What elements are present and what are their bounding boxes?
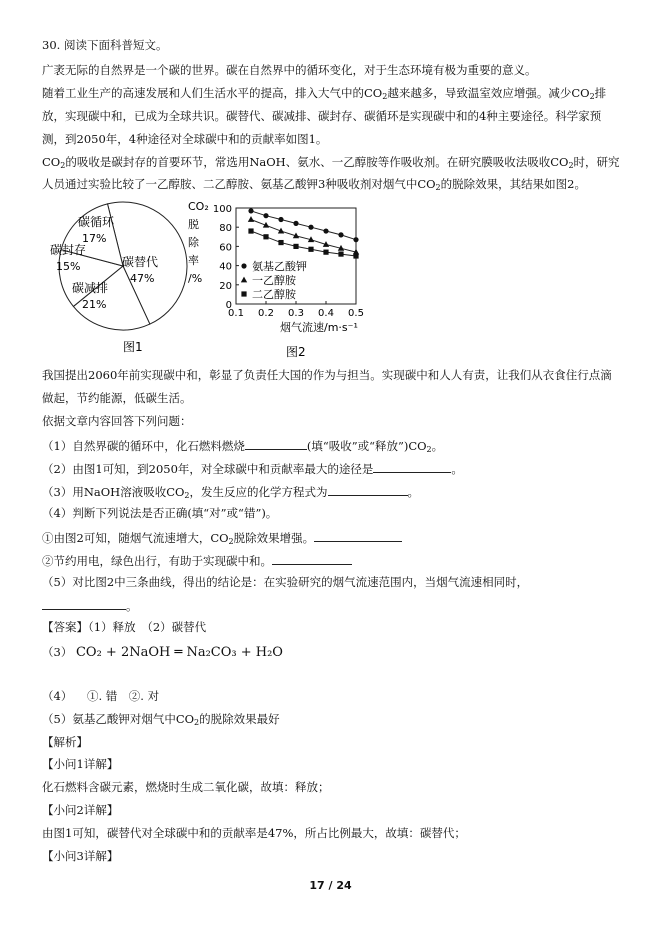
legend-label: 一乙醇胺 bbox=[252, 274, 296, 287]
y-axis-label bbox=[188, 200, 209, 285]
page-number: 17 / 24 bbox=[309, 879, 352, 892]
x-tick-label: 0.1 bbox=[228, 308, 244, 319]
data-point-triangle bbox=[241, 277, 247, 283]
pie-slice-label: 碳替代 bbox=[122, 255, 159, 269]
y-tick-label: 40 bbox=[219, 261, 232, 273]
data-point-square bbox=[308, 247, 313, 252]
pie-slices bbox=[50, 202, 187, 330]
x-tick-label: 0.3 bbox=[288, 308, 304, 319]
pie-slice-label: 碳封存 bbox=[50, 243, 87, 257]
question-title: 30. 阅读下面科普短文。 bbox=[42, 38, 168, 52]
data-point-square bbox=[293, 244, 298, 249]
data-point-circle bbox=[241, 263, 246, 268]
y-tick-label: 20 bbox=[219, 280, 232, 292]
paragraph-4: 测，到2050年，4种途径对全球碳中和的贡献率如图1。 bbox=[42, 132, 328, 146]
x-axis-label: 烟气流速/m·s⁻¹ bbox=[280, 321, 358, 334]
paragraph-1: 广袤无际的自然界是一个碳的世界。碳在自然界中的循环变化，对于生态环境有极为重要的意义。 bbox=[42, 63, 537, 77]
legend-label: 二乙醇胺 bbox=[252, 288, 296, 301]
y-axis-label-part: CO₂ bbox=[188, 200, 209, 213]
question-1: （1）自然界碳的循环中，化石燃料燃烧 (填“吸收”或“释放$”)CO_2$。 bbox=[42, 439, 444, 454]
data-point-square bbox=[353, 253, 358, 258]
pie-slice-percent: 15% bbox=[56, 260, 81, 273]
data-point-square bbox=[278, 240, 283, 245]
y-axis-label-part: /% bbox=[188, 272, 203, 285]
chart-series bbox=[248, 208, 359, 258]
paragraph-8: 做起，节约能源，低碳生活。 bbox=[42, 391, 192, 405]
answer-4: （4） ①. 错 ②. 对 bbox=[42, 689, 160, 703]
pie-slice-percent: 17% bbox=[82, 232, 107, 245]
answer-3: （3） CO₂ + 2NaOH ═ Na₂CO₃ + H₂O bbox=[42, 645, 283, 660]
data-point-circle bbox=[248, 208, 253, 213]
paragraph-9: 依据文章内容回答下列问题： bbox=[42, 414, 192, 428]
answer-blank-4a[interactable] bbox=[314, 529, 402, 542]
question-5: （5）对比图2中三条曲线，得出的结论是：在实验研究的烟气流速范围内，当烟气流速相同时， bbox=[42, 575, 529, 589]
answer-blank-4b[interactable] bbox=[272, 552, 352, 565]
pie-slice-label: 碳循环 bbox=[78, 215, 115, 229]
question-2: （2）由图1可知，到2050年，对全球碳中和贡献率最大的途径是 。 bbox=[42, 462, 463, 476]
detail-1-header: 【小问1详解】 bbox=[42, 757, 119, 771]
pie-slice-percent: 47% bbox=[130, 272, 155, 285]
pie-slice-label: 碳减排 bbox=[72, 281, 109, 295]
question-5-line-2: 。 bbox=[42, 597, 138, 614]
question-4-item-2: ②节约用电，绿色出行，有助于实现碳中和。 bbox=[42, 552, 352, 569]
figure2-caption: 图2 bbox=[286, 345, 306, 359]
data-point-circle bbox=[308, 225, 313, 230]
data-point-circle bbox=[353, 237, 358, 242]
figure1-caption: 图1 bbox=[123, 340, 143, 354]
answer-5: （5）氨基乙酸钾对烟气中$CO_2$的脱除效果最好 bbox=[42, 712, 280, 727]
legend-label: 氨基乙酸钾 bbox=[252, 260, 307, 273]
detail-1-text: 化石燃料含碳元素，燃烧时生成二氧化碳，故填：释放； bbox=[42, 780, 330, 794]
x-tick-label: 0.4 bbox=[318, 308, 334, 319]
figure2-line-chart bbox=[180, 196, 380, 364]
data-point-triangle bbox=[248, 216, 254, 222]
answer-blank-3[interactable] bbox=[328, 483, 408, 496]
y-axis-label-part: 脱 bbox=[188, 218, 199, 231]
answer-1-2: 【答案】（1）释放 （2）碳替代 bbox=[42, 620, 207, 634]
detail-2-header: 【小问2详解】 bbox=[42, 803, 119, 817]
chemical-equation: CO₂ + 2NaOH ═ Na₂CO₃ + H₂O bbox=[75, 645, 283, 660]
data-point-square bbox=[248, 228, 253, 233]
data-point-square bbox=[241, 291, 246, 296]
paragraph-5: $CO_2$的吸收是碳封存的首要环节，常选用NaOH、氨水、一乙醇胺等作吸收剂。在研究膜吸收法吸收$CO_2$时，研究 bbox=[42, 155, 620, 170]
data-point-circle bbox=[293, 221, 298, 226]
data-point-circle bbox=[323, 228, 328, 233]
question-3: （3）用NaOH溶液吸收$CO_2$，发生反应的化学方程式为 。 bbox=[42, 485, 420, 500]
y-tick-label: 80 bbox=[219, 223, 232, 235]
paragraph-6: 人员通过实验比较了一乙醇胺、二乙醇胺、氨基乙酸钾3种吸收剂对烟气中$CO_2$的脱除效果，其结果如图2。 bbox=[42, 177, 586, 192]
chart-legend bbox=[241, 259, 307, 301]
analysis-header: 【解析】 bbox=[42, 735, 88, 749]
data-point-square bbox=[323, 250, 328, 255]
x-tick-label: 0.5 bbox=[348, 308, 364, 319]
answer-blank-5[interactable] bbox=[42, 597, 126, 610]
answer-blank-2[interactable] bbox=[373, 460, 451, 473]
y-tick-label: 60 bbox=[219, 242, 232, 254]
y-tick-label: 0 bbox=[225, 300, 232, 311]
y-tick-label: 100 bbox=[212, 204, 232, 215]
data-point-circle bbox=[263, 213, 268, 218]
answer-blank-1[interactable] bbox=[245, 437, 307, 450]
y-axis-label-part: 率 bbox=[188, 254, 199, 267]
data-point-circle bbox=[278, 217, 283, 222]
detail-3-header: 【小问3详解】 bbox=[42, 849, 119, 863]
paragraph-2: 随着工业生产的高速发展和人们生活水平的提高，排入大气中的$CO_2$越来越多，导致温室效应增强。减少$CO_2$排 bbox=[42, 86, 607, 101]
question-4: （4）判断下列说法是否正确(填“对”或“错”)。 bbox=[42, 506, 278, 520]
data-point-circle bbox=[338, 232, 343, 237]
question-4-item-1: ①由图2可知，随烟气流速增大，$CO_2$脱除效果增强。 bbox=[42, 529, 402, 546]
paragraph-7: 我国提出2060年前实现碳中和，彰显了负责任大国的作为与担当。实现碳中和人人有责，让我们从衣食住行点滴 bbox=[42, 368, 612, 382]
detail-2-text: 由图1可知，碳替代对全球碳中和的贡献率是47%，所占比例最大，故填：碳替代； bbox=[42, 826, 466, 840]
x-tick-label: 0.2 bbox=[258, 308, 274, 319]
data-point-square bbox=[263, 234, 268, 239]
y-axis-label-part: 除 bbox=[188, 236, 199, 249]
paragraph-3: 放，实现碳中和，已成为全球共识。碳替代、碳减排、碳封存、碳循环是实现碳中和的4种主要途径。科学家预 bbox=[42, 109, 602, 123]
pie-slice-percent: 21% bbox=[82, 298, 107, 311]
data-point-square bbox=[338, 251, 343, 256]
